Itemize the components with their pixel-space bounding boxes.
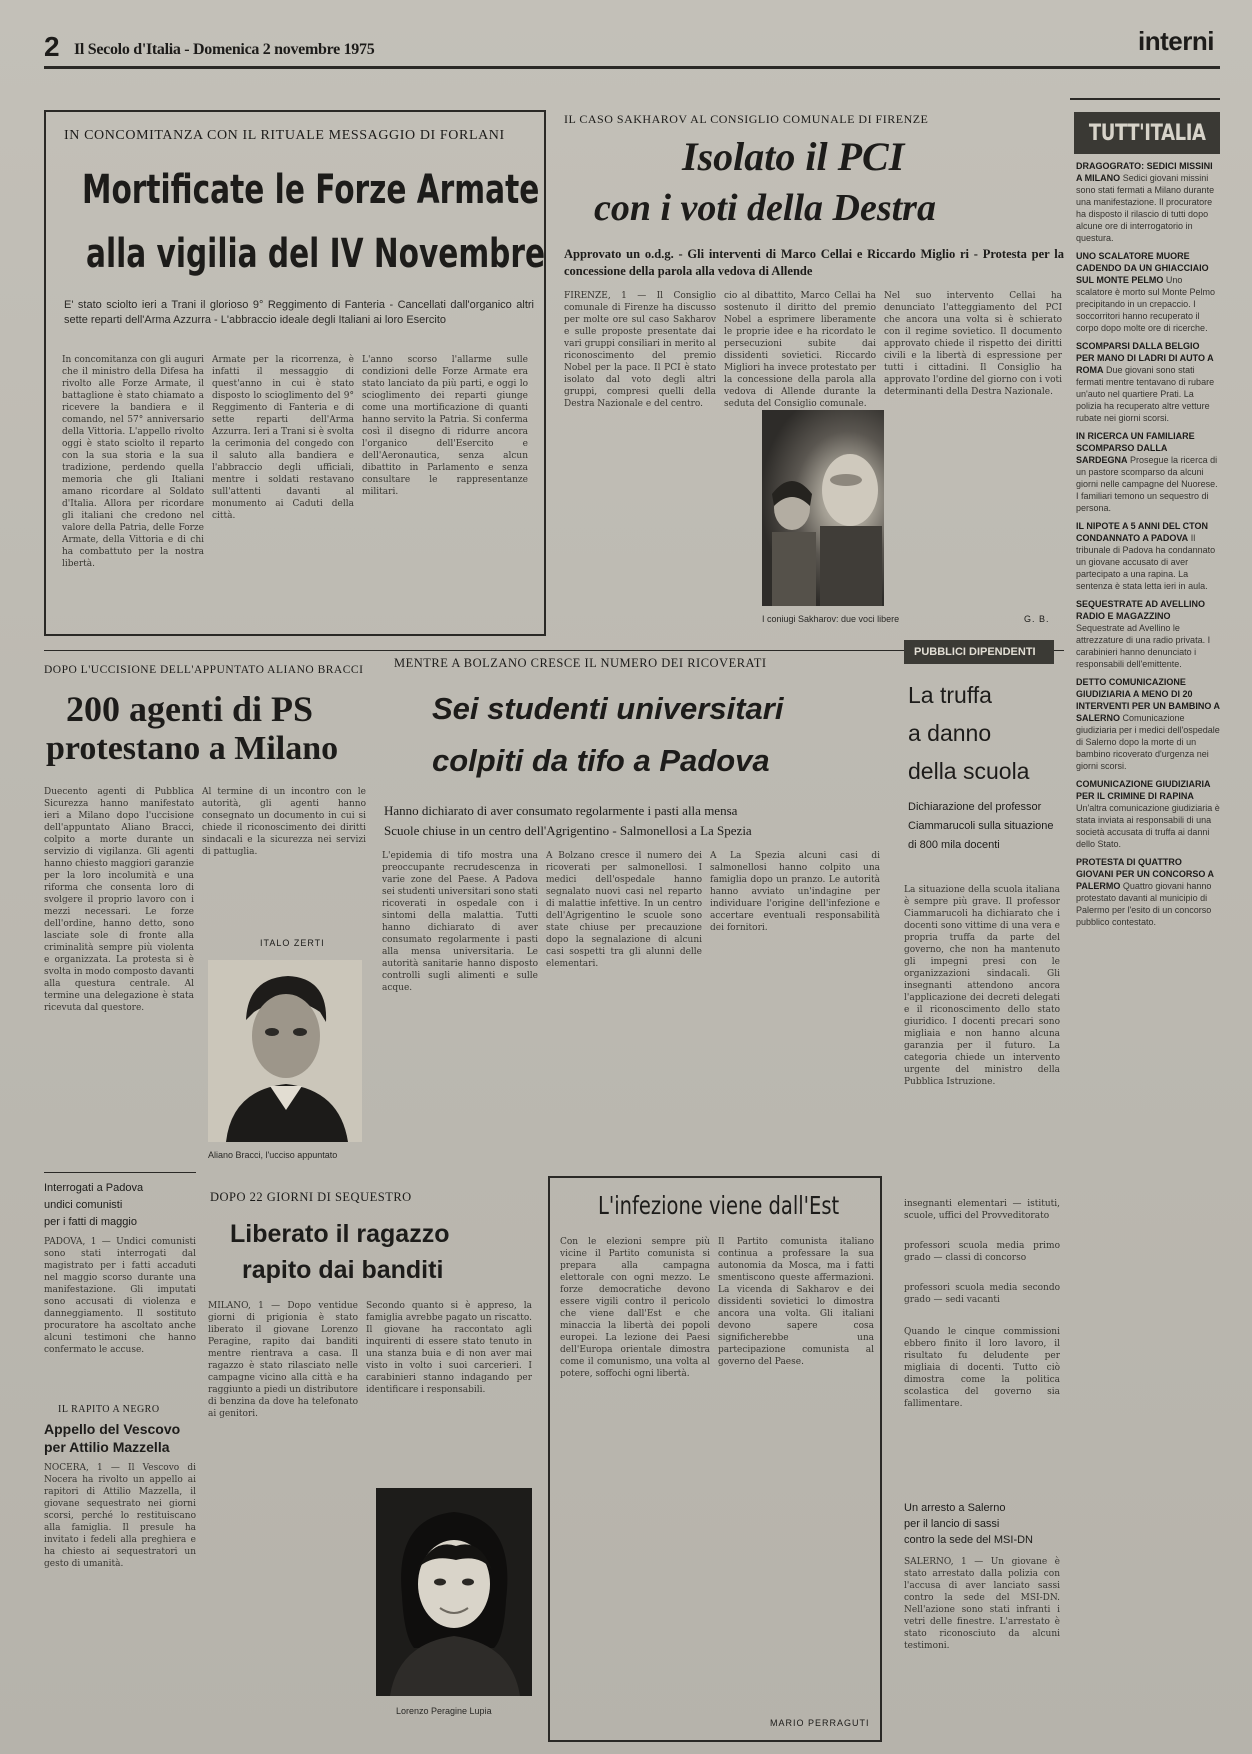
list-item: DETTO COMUNICAZIONE GIUDIZIARIA A MENO DI 20 INTERVENTI PER UN BAMBINO A SALERNO Comunicazione giudiziaria per i medici dell'ospedale di Salerno dopo la morte di un bambino ricoverato d'urgenza nei giorni scorsi. [1076,677,1220,771]
list-item: UNO SCALATORE MUORE CADENDO DA UN GHIACCIAIO SUL MONTE PELMO Uno scalatore è morto sul Monte Pelmo precipitando in un crepaccio. I soccorritori hanno recuperato il corpo dopo molte ore di ricerche. [1076,251,1216,333]
sakharov-photo-caption: I coniugi Sakharov: due voci libere [762,614,900,624]
truffa-headline-1: La truffa [908,682,992,708]
list-item: DRAGOGRATO: SEDICI MISSINI A MILANO Sedici giovani missini sono stati fermati a Milano durante una manifestazione. Il procuratore ha disposto il rilascio di tutti dopo alcune ore di interrogatorio in questura. [1076,161,1215,243]
truffa-bullet-2: professori scuola media primo grado — classi di concorso [904,1241,1060,1263]
tifo-headline-1: Sei studenti universitari [432,691,784,726]
ragazzo-kicker: DOPO 22 GIORNI DI SEQUESTRO [210,1190,412,1204]
list-item: PROTESTA DI QUATTRO GIOVANI PER UN CONCORSO A PALERMO Quattro giovani hanno protestato davanti al municipio di Palermo per l'esito di un concorso pubblico contestato. [1076,857,1214,927]
list-item: COMUNICAZIONE GIUDIZIARIA PER IL CRIMINE DI RAPINA Un'altra comunicazione giudiziaria è stata inviata ai responsabili di una società accusata di truffa ai danni dello Stato. [1076,779,1220,849]
agenti-signature: ITALO ZERTI [260,938,325,948]
ragazzo-headline-2: rapito dai banditi [242,1256,444,1284]
sakharov-photo-figures [762,410,884,606]
tifo-subtitle-2: Scuole chiuse in un centro dell'Agrigentino - Salmonellosi a La Spezia [384,823,752,838]
salerno-headline-3: contro la sede del MSI-DN [904,1534,1033,1546]
forze-body-col1: In concomitanza con gli auguri che il ministro della Difesa ha rivolto alle Forze Armate, il battaglione è stato chiamato a ricevere la bandiera e il comando, nel 57° anniversario della Vittoria. L'appello rivolto oggi è stato sciolto il reparto con la sua storia e la sua tradizione, perdendo quella memoria che gli Italiani amano ricordare al Soldato d'Italia. Allora per ricordare gli italiani che credono nel valore della Patria, delle Forze Armate, della Vittoria e di chi ha combattuto per la nostra libertà. [62,355,204,569]
infezione-signature: MARIO PERRAGUTI [770,1718,870,1728]
sakharov-body-col3: Nel suo intervento Cellai ha denunciato l'atteggiamento del PCI che ancora una volta si è schierato con il regime sovietico. Il documento approvato chiede il rispetto dei diritti civili e la libertà di espressione per tutti i cittadini. Il Consiglio ha approvato l'ordine del giorno con i voti determinanti della Destra Nazionale. [884,291,1062,397]
infezione-headline: L'infezione viene dall'Est [598,1191,840,1220]
forze-subtitle: E' stato sciolto ieri a Trani il glorioso 9° Reggimento di Fanteria - Cancellati dall'organico altri sette reparti dell'Arma Azzurra - L'abbraccio ideale degli Italiani ai loro Esercito [64,299,534,326]
vescovo-headline-1: Appello del Vescovo [44,1421,181,1437]
sakharov-headline-1: Isolato il PCI [682,134,905,179]
padova-headline-3: per i fatti di maggio [44,1216,137,1228]
forze-kicker: IN CONCOMITANZA CON IL RITUALE MESSAGGIO DI FORLANI [64,128,505,143]
sakharov-headline-2: con i voti della Destra [594,187,936,229]
sakharov-kicker: IL CASO SAKHAROV AL CONSIGLIO COMUNALE DI FIRENZE [564,112,929,126]
tuttitalia-banner [1074,112,1220,154]
sakharov-body-col1: FIRENZE, 1 — Il Consiglio comunale di Firenze ha discusso per molte ore sul caso Sakharov e sulle proposte presentate dai vari gruppi consiliari in merito al riconoscimento del premio Nobel per la pace. Il PCI è stato isolato dal voto degli altri gruppi, compresi quelli della Destra Nazionale e del centro. [564,291,716,409]
list-item: SCOMPARSI DALLA BELGIO PER MANO DI LADRI DI AUTO A ROMA Due giovani sono stati fermati mentre tentavano di rubare un'auto nel quartiere Prati. La polizia ha recuperato altre vetture rubate nei giorni scorsi. [1076,341,1215,423]
section-label: interni [1138,26,1214,56]
list-item: IL NIPOTE A 5 ANNI DEL CTON CONDANNATO A PADOVA Il tribunale di Padova ha condannato un giovane accusato di aver partecipato a una rapina. La sentenza è stata letta ieri in aula. [1076,521,1216,591]
padova-body: PADOVA, 1 — Undici comunisti sono stati interrogati dal magistrato per i fatti accaduti nel maggio scorso durante una manifestazione. Gli imputati sono accusati di violenza e danneggiamento. Il sostituto procuratore ha ascoltato anche alcuni testimoni che hanno confermato le accuse. [44,1237,196,1355]
truffa-headline-2: a danno [908,720,992,746]
truffa-headline-3: della scuola [908,758,1030,784]
agenti-body-col2: Al termine di un incontro con le autorità, gli agenti hanno consegnato un documento in cui si chiede il riconoscimento dei diritti sindacali e la sicurezza nei servizi di pattuglia. [202,787,366,857]
infezione-body-col1: Con le elezioni sempre più vicine il Partito comunista si prepara alla campagna elettorale con ogni mezzo. Le forze democratiche devono essere vigili contro il pericolo che viene dall'Est e che minaccia la libertà dei popoli europei. La lezione dei Paesi dell'Europa orientale dimostra come il comunismo, una volta al potere, soffochi ogni libertà. [560,1237,710,1379]
vescovo-kicker: IL RAPITO A NEGRO [58,1404,160,1415]
ragazzo-body-col1: MILANO, 1 — Dopo ventidue giorni di prigionia è stato liberato il giovane Lorenzo Peragine, rapito dai banditi mentre rientrava a casa. Il ragazzo è stato rilasciato nelle campagne vicino alla città e ha raggiunto a piedi un distributore di benzina da dove ha telefonato ai genitori. [208,1301,358,1419]
truffa-body: La situazione della scuola italiana è sempre più grave. Il professor Ciammarucoli ha dichiarato che i docenti sono vittime di una vera e propria truffa da parte del governo, che non ha mantenuto gli impegni presi con le organizzazioni sindacali. Gli insegnanti attendono ancora l'applicazione dei decreti delegati e il riconoscimento dello stato giuridico. I docenti precari sono migliaia e non hanno alcuna garanzia per il futuro. La categoria chiede un intervento urgente del ministro della Pubblica Istruzione. [904,885,1060,1087]
truffa-body-2: Quando le cinque commissioni ebbero finito il loro lavoro, il risultato fu deludente per migliaia di docenti. Tutto ciò dimostra come la politica scolastica del governo sia fallimentare. [904,1327,1060,1409]
truffa-bullet-3: professori scuola media secondo grado — sedi vacanti [904,1283,1060,1305]
sidebar-rule-top [1070,98,1220,100]
forze-body-col2: Armate per la ricorrenza, è infatti il messaggio di quest'anno in cui è stato disposto lo scioglimento del 9° Reggimento di Fanteria e di sette reparti dell'Arma Azzurra. Ieri a Trani si è svolta la cerimonia del congedo con il saluto alla bandiera e l'abbraccio degli ufficiali, mentre i soldati restavano sull'attenti davanti al monumento ai Caduti della città. [212,355,354,521]
padova-headline-2: undici comunisti [44,1199,123,1211]
tifo-subtitle-1: Hanno dichiarato di aver consumato regolarmente i pasti alla mensa [384,803,738,818]
ragazzo-photo [376,1488,532,1696]
sakharov-subtitle: Approvato un o.d.g. - Gli interventi di Marco Cellai e Riccardo Miglio ri - Protesta per la concessione della parola alla vedova di Allende [564,247,1064,278]
sakharov-signature: G. B. [1024,614,1050,624]
tifo-body-col2: A Bolzano cresce il numero dei ricoverati per salmonellosi. I medici dell'ospedale hanno segnalato nuovi casi nel reparto di malattie infettive. In un centro dell'Agrigentino le scuole sono state chiuse per precauzione dopo la segnalazione di alcuni casi sospetti tra gli alunni delle elementari. [546,851,702,969]
agenti-photo-caption: Aliano Bracci, l'ucciso appuntato [208,1150,338,1160]
agenti-body-col1: Duecento agenti di Pubblica Sicurezza hanno manifestato ieri a Milano dopo l'uccisione dell'appuntato Aliano Bracci, colpito a morte durante un servizio di vigilanza. Gli agenti hanno chiesto maggiori garanzie per la loro incolumità e una riforma che consenta loro di svolgere il proprio lavoro con i mezzi necessari. Le forze dell'ordine, hanno detto, sono lasciate sole di fronte alla criminalità sempre più violenta e organizzata. La protesta si è svolta in modo composto davanti alla questura centrale. Al termine una delegazione è stata ricevuta dal questore. [44,787,194,1013]
sakharov-photo [762,410,884,606]
ragazzo-body-col2: Secondo quanto si è appreso, la famiglia avrebbe pagato un riscatto. Il giovane ha raccontato agli inquirenti di essere stato tenuto in una stanza buia e di non aver mai visto in volto i suoi carcerieri. I carabinieri stanno indagando per identificare i responsabili. [366,1301,532,1395]
truffa-subtitle: Dichiarazione del professor Ciammarucoli sulla situazione di 800 mila docenti [908,801,1054,851]
tifo-body-col3: A La Spezia alcuni casi di salmonellosi hanno colpito una famiglia dopo un pranzo. Le autorità hanno avviato un'indagine per individuare l'origine dell'infezione e accertare eventuali responsabilità dei fornitori. [710,851,880,933]
truffa-kicker: PUBBLICI DIPENDENTI [914,646,1036,658]
ragazzo-photo-caption: Lorenzo Peragine Lupia [396,1706,492,1716]
page-number: 2 [44,31,60,62]
agenti-photo [208,960,362,1142]
vescovo-body: NOCERA, 1 — Il Vescovo di Nocera ha rivolto un appello ai rapitori di Attilio Mazzella, il giovane sequestrato nei giorni scorsi, perché lo restituiscano alla famiglia. Il presule ha invitato i fedeli alla preghiera e ha chiesto ai sequestratori un gesto di umanità. [44,1463,196,1569]
bracci-portrait [208,960,362,1142]
forze-headline-2: alla vigilia del IV Novembre [86,231,546,277]
list-item: IN RICERCA UN FAMILIARE SCOMPARSO DALLA SARDEGNA Prosegue la ricerca di un pastore scomparso da alcuni giorni nelle campagne del Nuorese. I familiari temono un sequestro di persona. [1076,431,1218,513]
dateline: Il Secolo d'Italia - Domenica 2 novembre 1975 [74,41,375,58]
infezione-body-col2: Il Partito comunista italiano continua a professare la sua autonomia da Mosca, ma i fatti smentiscono queste affermazioni. La vicenda di Sakharov e dei dissidenti sovietici lo dimostra ancora una volta. Gli italiani devono sapere cosa significherebbe una partecipazione comunista al governo del Paese. [718,1237,874,1367]
forze-body-col3: L'anno scorso l'allarme sulle condizioni delle Forze Armate era stato lanciato da più parti, e oggi lo scioglimento dei reparti giunge come una mortificazione di quanti hanno servito la Patria. Si conferma così il disegno di ridurre ancora l'organico dell'Esercito e dell'Aeronautica, senza alcun dibattito in Parlamento e senza consultare le rappresentanze militari. [362,355,528,497]
header-rule [44,66,1220,69]
truffa-bullet-1: insegnanti elementari — istituti, scuole, uffici del Provveditorato [904,1199,1060,1221]
tifo-headline-2: colpiti da tifo a Padova [432,743,770,778]
list-item: SEQUESTRATE AD AVELLINO RADIO E MAGAZZINO Sequestrate ad Avellino le attrezzature di una radio privata. I carabinieri hanno denunciato i responsabili dell'emittente. [1076,599,1211,669]
forze-headline-1: Mortificate le Forze Armate [82,167,540,213]
tuttitalia-list [1076,160,1220,1738]
peragine-portrait [376,1488,532,1696]
agenti-headline-1: 200 agenti di PS [66,689,314,729]
agenti-headline-2: protestano a Milano [46,730,339,767]
agenti-kicker: DOPO L'UCCISIONE DELL'APPUNTATO ALIANO BRACCI [44,664,364,676]
tuttitalia-title: TUTT'ITALIA [1088,120,1206,146]
padova-headline-1: Interrogati a Padova [44,1182,144,1194]
salerno-headline-2: per il lancio di sassi [904,1518,1000,1530]
padova-rule [44,1172,196,1173]
tifo-kicker: MENTRE A BOLZANO CRESCE IL NUMERO DEI RICOVERATI [394,656,767,670]
truffa-kicker-box [904,640,1054,664]
ragazzo-headline-1: Liberato il ragazzo [230,1220,450,1248]
sakharov-body-col2: cio al dibattito, Marco Cellai ha sostenuto il diritto del premio Nobel a esprimere liberamente le proprie idee e ha ricordato le persecuzioni subite dai dissidenti sovietici. Riccardo Migliori ha invece protestato per la concessione della parola alla vedova di Allende durante la seduta del Consiglio comunale. [724,291,876,408]
tifo-body-col1: L'epidemia di tifo mostra una preoccupante recrudescenza in varie zone del Paese. A Padova sei studenti universitari sono stati ricoverati in ospedale con i sintomi della malattia. Tutti hanno dichiarato di aver consumato regolarmente i pasti alla mensa universitaria. Le autorità sanitarie hanno disposto controlli sugli alimenti e sulle acque. [382,851,538,993]
salerno-headline-1: Un arresto a Salerno [904,1502,1006,1514]
vescovo-headline-2: per Attilio Mazzella [44,1439,170,1455]
salerno-body: SALERNO, 1 — Un giovane è stato arrestato dalla polizia con l'accusa di aver lanciato sassi contro la sede del MSI-DN. Nell'azione sono stati infranti i vetri delle finestre. L'arrestato è stato riconosciuto da alcuni testimoni. [904,1557,1060,1651]
